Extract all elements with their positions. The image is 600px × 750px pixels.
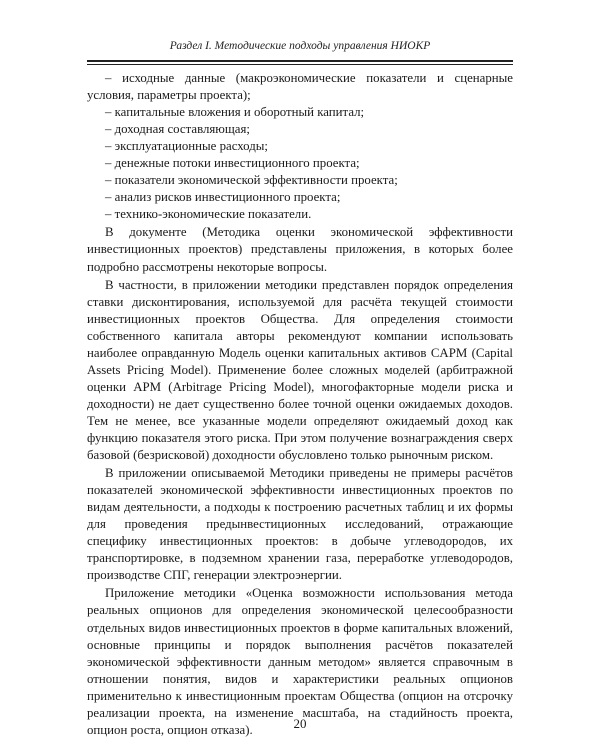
list-item: – денежные потоки инвестиционного проекта; [105,156,360,171]
page-body [87,70,513,739]
list-item: – исходные данные (макроэкономические показатели и сценарные условия, параметры проекта); [87,71,513,103]
header-rule [87,60,513,65]
list-item: – капитальные вложения и оборотный капитал; [105,105,365,120]
list-item: – доходная составляющая; [105,122,250,137]
paragraph: В частности, в приложении методики представлен порядок определения ставки дисконтирования, используемой для расчёта текущей стоимости инвестиционных проектов Общества. Для определения стоимости собственного капитала авторы рекомендуют компании использовать наиболее оправданную Модель оценки капитальных активов CAPM (Capital Assets Pricing Model). Применение более сложных моделей (арбитражной оценки APM (Arbitrage Pricing Model), многофакторные модели риска и доходности) не дает существенно более точной оценки ожидаемых доходов. Тем не менее, все указанные модели определяют ожидаемый доход как функцию показателя этого риска. При этом получение вознаграждения сверх базовой (безрисковой) доходности обусловлено только рыночным риском. [87,277,513,463]
list-item: – эксплуатационные расходы; [105,139,268,154]
list-item: – показатели экономической эффективности проекта; [105,173,398,188]
list-item: – технико-экономические показатели. [105,207,312,222]
paragraph: В приложении описываемой Методики приведены не примеры расчётов показателей экономической эффективности инвестиционных проектов по видам деятельности, а подходы к построению расчетных таблиц и их формы для проведения предынвестиционных исследований, отражающие специфику инвестиционных проектов: в добыче углеводородов, их транспортировке, в подземном хранении газа, переработке углеводородов, производстве СПГ, генерации электроэнергии. [87,466,513,583]
list-item: – анализ рисков инвестиционного проекта; [105,190,341,205]
running-head: Раздел I. Методические подходы управления НИОКР [169,40,431,52]
indicator-list [87,70,513,223]
page-number: 20 [293,716,307,731]
paragraph: В документе (Методика оценки экономической эффективности инвестиционных проектов) представлены приложения, в которых более подробно рассмотрены некоторые вопросы. [87,225,513,274]
paragraph: Приложение методики «Оценка возможности использования метода реальных опционов для определения экономической целесообразности отдельных видов инвестиционных проектов в форме капитальных вложений, основные принципы и порядок выполнения расчётов показателей экономической эффективности данным методом» является справочным в отношении понятия, видов и характеристики реальных опционов применительно к инвестиционным проектам Общества (опцион на отсрочку реализации проекта, на изменение масштаба, на стадийность проекта, опцион роста, опцион отказа). [87,586,513,737]
